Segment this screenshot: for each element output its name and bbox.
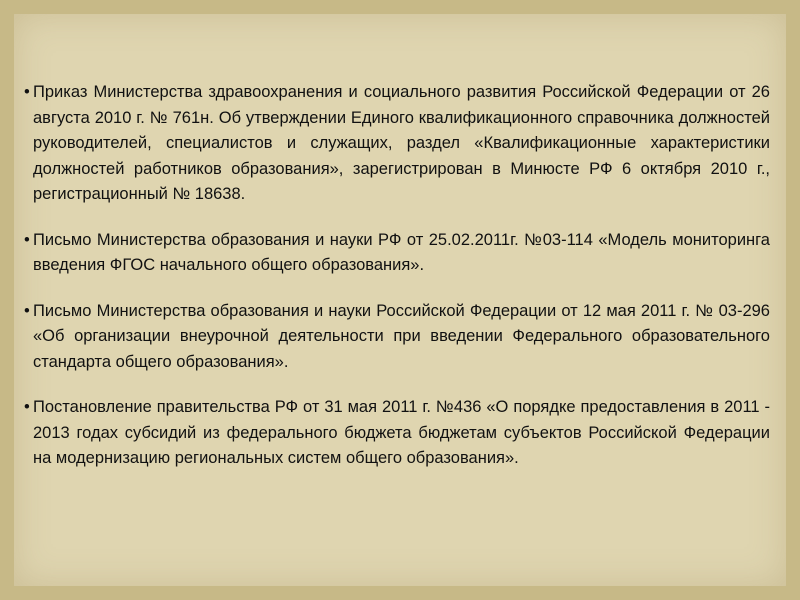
bullet-item bbox=[24, 80, 770, 208]
bullet-text: Приказ Министерства здравоохранения и социального развития Российской Федерации от 26 августа 2010 г. № 761н. Об утверждении Единого квалификационного справочника должностей руководителей, специалистов и служащих, раздел «Квалификационные характеристики должностей работников образования», зарегистрирован в Минюсте РФ 6 октября 2010 г., регистрационный № 18638. bbox=[33, 83, 770, 203]
bullet-list bbox=[24, 80, 770, 492]
bullet-item bbox=[24, 395, 770, 472]
bullet-marker: • bbox=[24, 301, 30, 320]
bullet-text: Письмо Министерства образования и науки Российской Федерации от 12 мая 2011 г. № 03-296 «Об организации внеурочной деятельности при введении Федерального образовательного стандарта общего образования». bbox=[33, 301, 770, 371]
bullet-marker: • bbox=[24, 83, 30, 101]
bullet-item bbox=[24, 228, 770, 279]
bullet-item bbox=[24, 299, 770, 376]
bullet-text: Письмо Министерства образования и науки РФ от 25.02.2011г. №03-114 «Модель мониторинга введения ФГОС начального общего образования». bbox=[33, 230, 770, 274]
bullet-marker: • bbox=[24, 398, 30, 416]
bullet-text: Постановление правительства РФ от 31 мая 2011 г. №436 «О порядке предоставления в 2011 - 2013 годах субсидий из федерального бюджета бюджетам субъектов Российской Федерации на модернизацию региональных систем общего образования». bbox=[33, 398, 770, 467]
bullet-marker: • bbox=[24, 230, 30, 249]
